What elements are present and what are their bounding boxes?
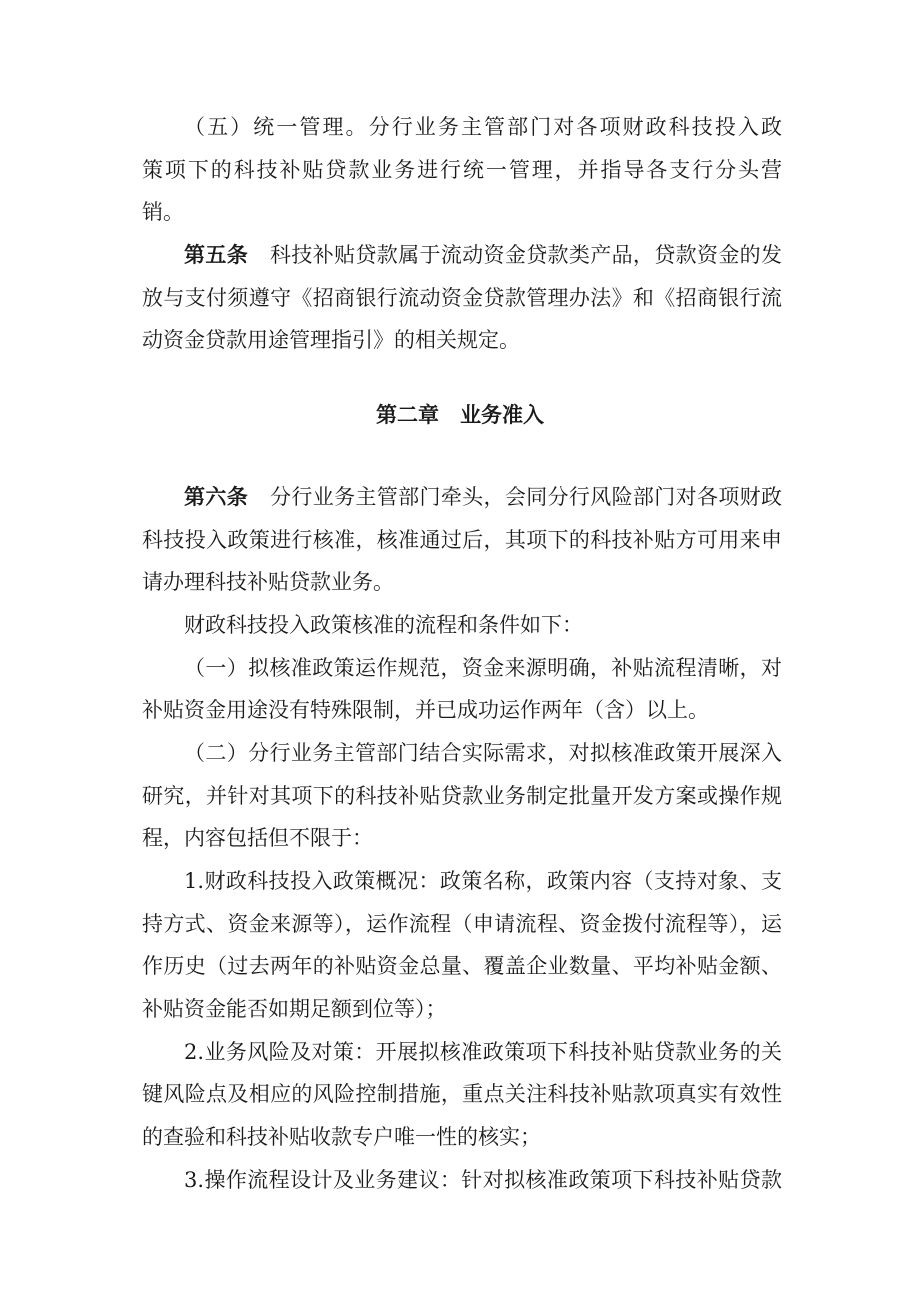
text-line: 研究，并针对其项下的科技补贴贷款业务制定批量开发方案或操作规 [142, 784, 782, 808]
text-line: （二）分行业务主管部门结合实际需求，对拟核准政策开展深入 [184, 741, 782, 765]
text-line: 键风险点及相应的风险控制措施，重点关注科技补贴款项真实有效性 [142, 1082, 782, 1106]
article-6-label: 第六条 [184, 485, 249, 509]
text-line: 请办理科技补贴贷款业务。 [142, 570, 394, 594]
text-line: 科技投入政策进行核准，核准通过后，其项下的科技补贴方可用来申 [142, 528, 782, 552]
text-line: 放与支付须遵守《招商银行流动资金贷款管理办法》和《招商银行流 [142, 286, 782, 310]
article-6-text: 分行业务主管部门牵头，会同分行风险部门对各项财政 [270, 485, 783, 509]
article-5-label: 第五条 [184, 243, 249, 267]
text-line: 的查验和科技补贴收款专户唯一性的核实； [142, 1125, 541, 1149]
text-line: 动资金贷款用途管理指引》的相关规定。 [142, 328, 520, 352]
text-line [184, 240, 782, 270]
text-line: （五）统一管理。分行业务主管部门对各项财政科技投入政 [184, 115, 782, 139]
text-line: 3.操作流程设计及业务建议：针对拟核准政策项下科技补贴贷款 [184, 1168, 782, 1192]
text-line: 销。 [142, 200, 184, 224]
text-line: 程，内容包括但不限于： [142, 826, 373, 850]
text-line: 补贴资金能否如期足额到位等）； [142, 997, 447, 1021]
text-line: （一）拟核准政策运作规范，资金来源明确，补贴流程清晰，对 [184, 656, 782, 680]
text-line: 补贴资金用途没有特殊限制，并已成功运作两年（含）以上。 [142, 698, 709, 722]
text-line: 2.业务风险及对策：开展拟核准政策项下科技补贴贷款业务的关 [184, 1040, 782, 1064]
text-line: 1.财政科技投入政策概况：政策名称，政策内容（支持对象、支 [184, 869, 782, 893]
chapter-heading: 第二章 业务准入 [376, 403, 544, 427]
article-5-text: 科技补贴贷款属于流动资金贷款类产品，贷款资金的发 [270, 243, 783, 267]
text-line: 策项下的科技补贴贷款业务进行统一管理，并指导各支行分头营 [142, 158, 782, 182]
text-line: 持方式、资金来源等），运作流程（申请流程、资金拨付流程等），运 [142, 912, 782, 936]
text-line [184, 482, 782, 512]
text-line: 财政科技投入政策核准的流程和条件如下： [184, 613, 583, 637]
text-line: 作历史（过去两年的补贴资金总量、覆盖企业数量、平均补贴金额、 [142, 954, 782, 978]
